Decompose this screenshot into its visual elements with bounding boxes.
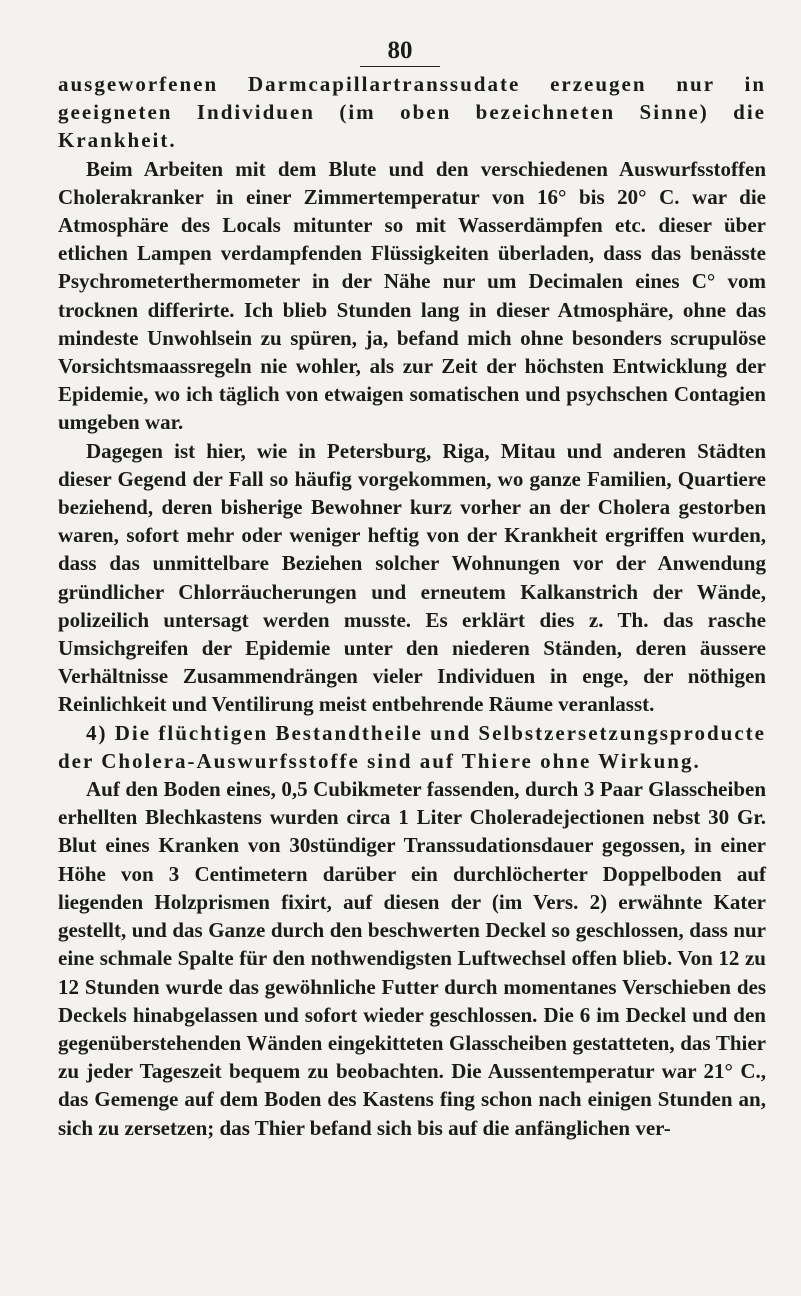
paragraph-3: Dagegen ist hier, wie in Petersburg, Riga, Mitau und anderen Städten dieser Gegend der Fall so häufig vorgekommen, wo ganze Familien, Quartiere beziehend, deren bisherige Bewohner kurz vorher an der Cholera gestorben waren, sofort mehr oder weniger heftig von der Krankheit ergriffen wurden, dass das unmittelbare Beziehen solcher Wohnungen vor der Anwendung gründlicher Chlorräucherungen und erneutem Kalkanstrich der Wände, polizeilich untersagt werden musste. Es erklärt dies z. Th. das rasche Umsichgreifen der Epidemie unter den niederen Ständen, deren äussere Verhältnisse Zusammendrängen vieler Individuen in enge, der nöthigen Reinlichkeit und Ventilirung meist entbehrende Räume veranlasst. (58, 438, 766, 717)
page-number: 80 (360, 40, 440, 67)
section-heading-4: 4) Die flüchtigen Bestandtheile und Selbstzersetzungsproducte der Cholera-Auswurfsstoffe sind auf Thiere ohne Wirkung. (58, 720, 766, 773)
paragraph-1: ausgeworfenen Darmcapillartranssudate erzeugen nur in geeigneten Individuen (im oben bezeichneten Sinne) die Krankheit. (58, 72, 766, 153)
paragraph-5: Auf den Boden eines, 0,5 Cubikmeter fassenden, durch 3 Paar Glasscheiben erhellten Blechkastens wurden circa 1 Liter Choleradejectionen nebst 30 Gr. Blut eines Kranken von 30stündiger Transsudationsdauer gegossen, in einer Höhe von 3 Centimetern darüber ein durchlöcherter Doppelboden auf liegenden Holzprismen fixirt, auf diesen der (im Vers. 2) erwähnte Kater gestellt, und das Ganze durch den beschwerten Deckel so geschlossen, dass nur eine schmale Spalte für den nothwendigsten Luftwechsel offen blieb. Von 12 zu 12 Stunden wurde das gewöhnliche Futter durch momentanes Verschieben des Deckels hinabgelassen und sofort wieder geschlossen. Die 6 im Deckel und den gegenüberstehenden Wänden eingekitteten Glasscheiben gestatteten, das Thier zu jeder Tageszeit bequem zu beobachten. Die Aussentemperatur war 21° C., das Gemenge auf dem Boden des Kastens fing schon nach einigen Stunden an, sich zu zersetzen; das Thier befand sich bis auf die anfänglichen ver- (58, 777, 766, 1140)
paragraph-2: Beim Arbeiten mit dem Blute und den verschiedenen Auswurfsstoffen Cholerakranker in einer Zimmertemperatur von 16° bis 20° C. war die Atmosphäre des Locals mitunter so mit Wasserdämpfen etc. dieser über etlichen Lampen verdampfenden Flüssigkeiten überladen, dass das benässte Psychrometerthermometer in der Nähe nur um Decimalen eines C° vom trocknen differirte. Ich blieb Stunden lang in dieser Atmosphäre, ohne das mindeste Unwohlsein zu spüren, ja, befand mich ohne besonders scrupulöse Vorsichtsmaassregeln nie wohler, als zur Zeit der höchsten Entwicklung der Epidemie, wo ich täglich von etwaigen somatischen und psychschen Contagien umgeben war. (58, 156, 766, 435)
page-body (58, 70, 766, 1142)
